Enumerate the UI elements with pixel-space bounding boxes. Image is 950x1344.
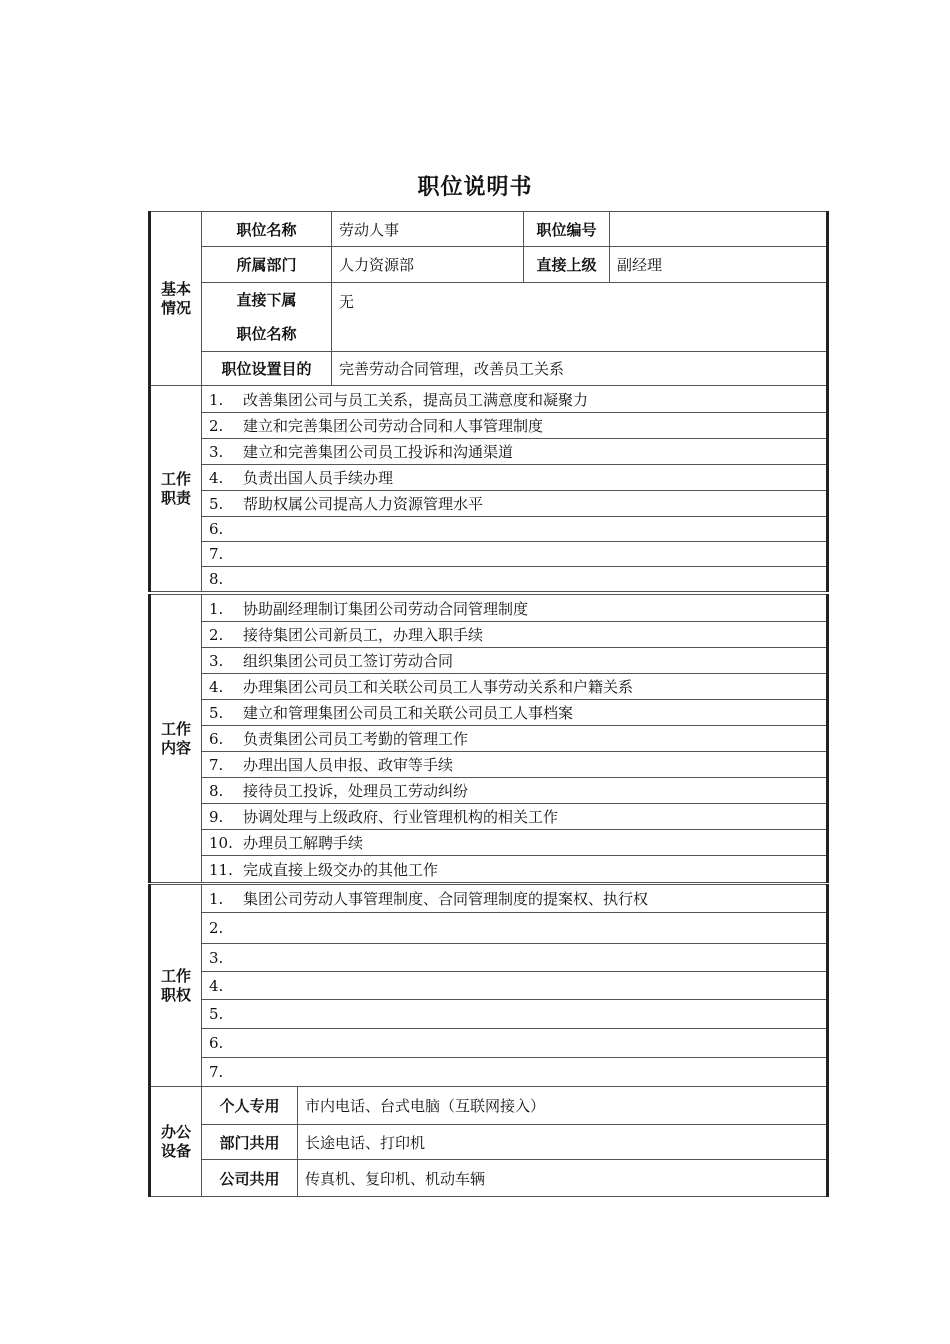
item-number: 8. (209, 570, 224, 588)
item-number: 5. (209, 704, 224, 722)
list-item (202, 726, 828, 752)
item-text: 负责出国人员手续办理 (243, 469, 394, 487)
item-text: 接待员工投诉，处理员工劳动纠纷 (243, 782, 469, 800)
equipment-value: 传真机、复印机、机动车辆 (298, 1160, 828, 1197)
subordinate-label-line2: 职位名称 (236, 325, 297, 343)
item-text: 接待集团公司新员工，办理入职手续 (243, 626, 484, 644)
work-content-table (148, 594, 829, 883)
item-number: 1. (209, 390, 224, 409)
list-item (202, 752, 828, 778)
item-number: 7. (209, 756, 224, 774)
equipment-label: 部门共用 (202, 1125, 298, 1160)
content-section-label-text: 工作 内容 (160, 719, 191, 757)
basic-info-table (148, 211, 829, 386)
item-number: 1. (209, 890, 224, 908)
list-item (202, 1058, 828, 1087)
item-number: 3. (209, 652, 224, 670)
list-item (202, 778, 828, 804)
equipment-value: 长途电话、打印机 (298, 1125, 828, 1160)
position-name-value: 劳动人事 (332, 212, 524, 247)
list-item (202, 595, 828, 622)
item-text: 建立和管理集团公司员工和关联公司员工人事档案 (243, 704, 574, 722)
list-item (202, 1000, 828, 1029)
authority-table (148, 884, 829, 1087)
duties-table (148, 385, 829, 592)
purpose-value: 完善劳动合同管理，改善员工关系 (332, 352, 828, 386)
duties-section-label (150, 386, 202, 592)
item-text: 负责集团公司员工考勤的管理工作 (243, 730, 469, 748)
item-text: 改善集团公司与员工关系，提高员工满意度和凝聚力 (243, 390, 589, 409)
content-section-label (150, 595, 202, 883)
item-number: 7. (209, 1063, 224, 1081)
item-number: 3. (209, 948, 224, 967)
list-item (202, 700, 828, 726)
department-label: 所属部门 (202, 247, 332, 283)
subordinate-value: 无 (332, 283, 828, 352)
list-item (202, 491, 828, 517)
list-item (202, 674, 828, 700)
item-number: 8. (209, 782, 224, 800)
item-text: 协调处理与上级政府、行业管理机构的相关工作 (243, 808, 559, 826)
item-text: 建立和完善集团公司劳动合同和人事管理制度 (243, 417, 544, 435)
list-item (202, 913, 828, 944)
list-item (202, 413, 828, 439)
purpose-label: 职位设置目的 (202, 352, 332, 386)
list-item (202, 944, 828, 972)
item-text: 办理员工解聘手续 (243, 834, 364, 852)
list-item (202, 830, 828, 856)
document-title: 职位说明书 (417, 175, 533, 200)
item-number: 4. (209, 678, 224, 696)
equipment-value: 市内电话、台式电脑（互联网接入） (298, 1087, 828, 1125)
item-number: 6. (209, 520, 224, 538)
list-item (202, 1029, 828, 1058)
item-text: 协助副经理制订集团公司劳动合同管理制度 (243, 599, 529, 618)
item-text: 建立和完善集团公司员工投诉和沟通渠道 (243, 443, 514, 461)
item-text: 组织集团公司员工签订劳动合同 (243, 652, 454, 670)
superior-label: 直接上级 (524, 247, 610, 283)
duties-section-label-text: 工作 职责 (160, 469, 191, 507)
list-item (202, 465, 828, 491)
item-number: 7. (209, 545, 224, 563)
item-number: 6. (209, 1034, 224, 1052)
list-item (202, 972, 828, 1000)
position-no-value (610, 212, 828, 247)
subordinate-label-line1: 直接下属 (236, 291, 297, 309)
item-number: 3. (209, 443, 224, 461)
basic-section-text: 基本 情况 (160, 279, 191, 317)
equipment-label: 公司共用 (202, 1160, 298, 1197)
item-text: 办理出国人员申报、政审等手续 (243, 756, 454, 774)
list-item (202, 885, 828, 913)
list-item (202, 542, 828, 567)
item-number: 6. (209, 730, 224, 748)
equipment-label: 个人专用 (202, 1087, 298, 1125)
item-number: 4. (209, 469, 224, 487)
list-item (202, 648, 828, 674)
equipment-section-text: 办公 设备 (160, 1122, 191, 1160)
item-text: 帮助权属公司提高人力资源管理水平 (243, 495, 484, 513)
subordinate-label (202, 283, 332, 352)
item-text: 办理集团公司员工和关联公司员工人事劳动关系和户籍关系 (243, 678, 634, 696)
item-number: 5. (209, 1005, 224, 1023)
item-text: 集团公司劳动人事管理制度、合同管理制度的提案权、执行权 (243, 890, 649, 908)
department-value: 人力资源部 (332, 247, 524, 283)
item-number: 2. (209, 919, 224, 937)
list-item (202, 804, 828, 830)
list-item (202, 517, 828, 542)
list-item (202, 622, 828, 648)
list-item (202, 386, 828, 413)
item-number: 10. (209, 834, 233, 852)
position-no-label: 职位编号 (524, 212, 610, 247)
equipment-section-label (150, 1087, 202, 1197)
item-number: 9. (209, 808, 224, 826)
list-item (202, 567, 828, 592)
authority-section-label-text: 工作 职权 (160, 966, 191, 1004)
list-item (202, 439, 828, 465)
superior-value: 副经理 (610, 247, 828, 283)
item-number: 4. (209, 976, 224, 995)
position-name-label: 职位名称 (202, 212, 332, 247)
item-number: 11. (209, 860, 233, 879)
authority-section-label (150, 885, 202, 1087)
item-number: 2. (209, 626, 224, 644)
equipment-table (148, 1086, 829, 1197)
list-item (202, 856, 828, 883)
item-text: 完成直接上级交办的其他工作 (243, 860, 439, 879)
item-number: 5. (209, 495, 224, 513)
item-number: 2. (209, 417, 224, 435)
basic-section-label (150, 212, 202, 386)
item-number: 1. (209, 599, 224, 618)
